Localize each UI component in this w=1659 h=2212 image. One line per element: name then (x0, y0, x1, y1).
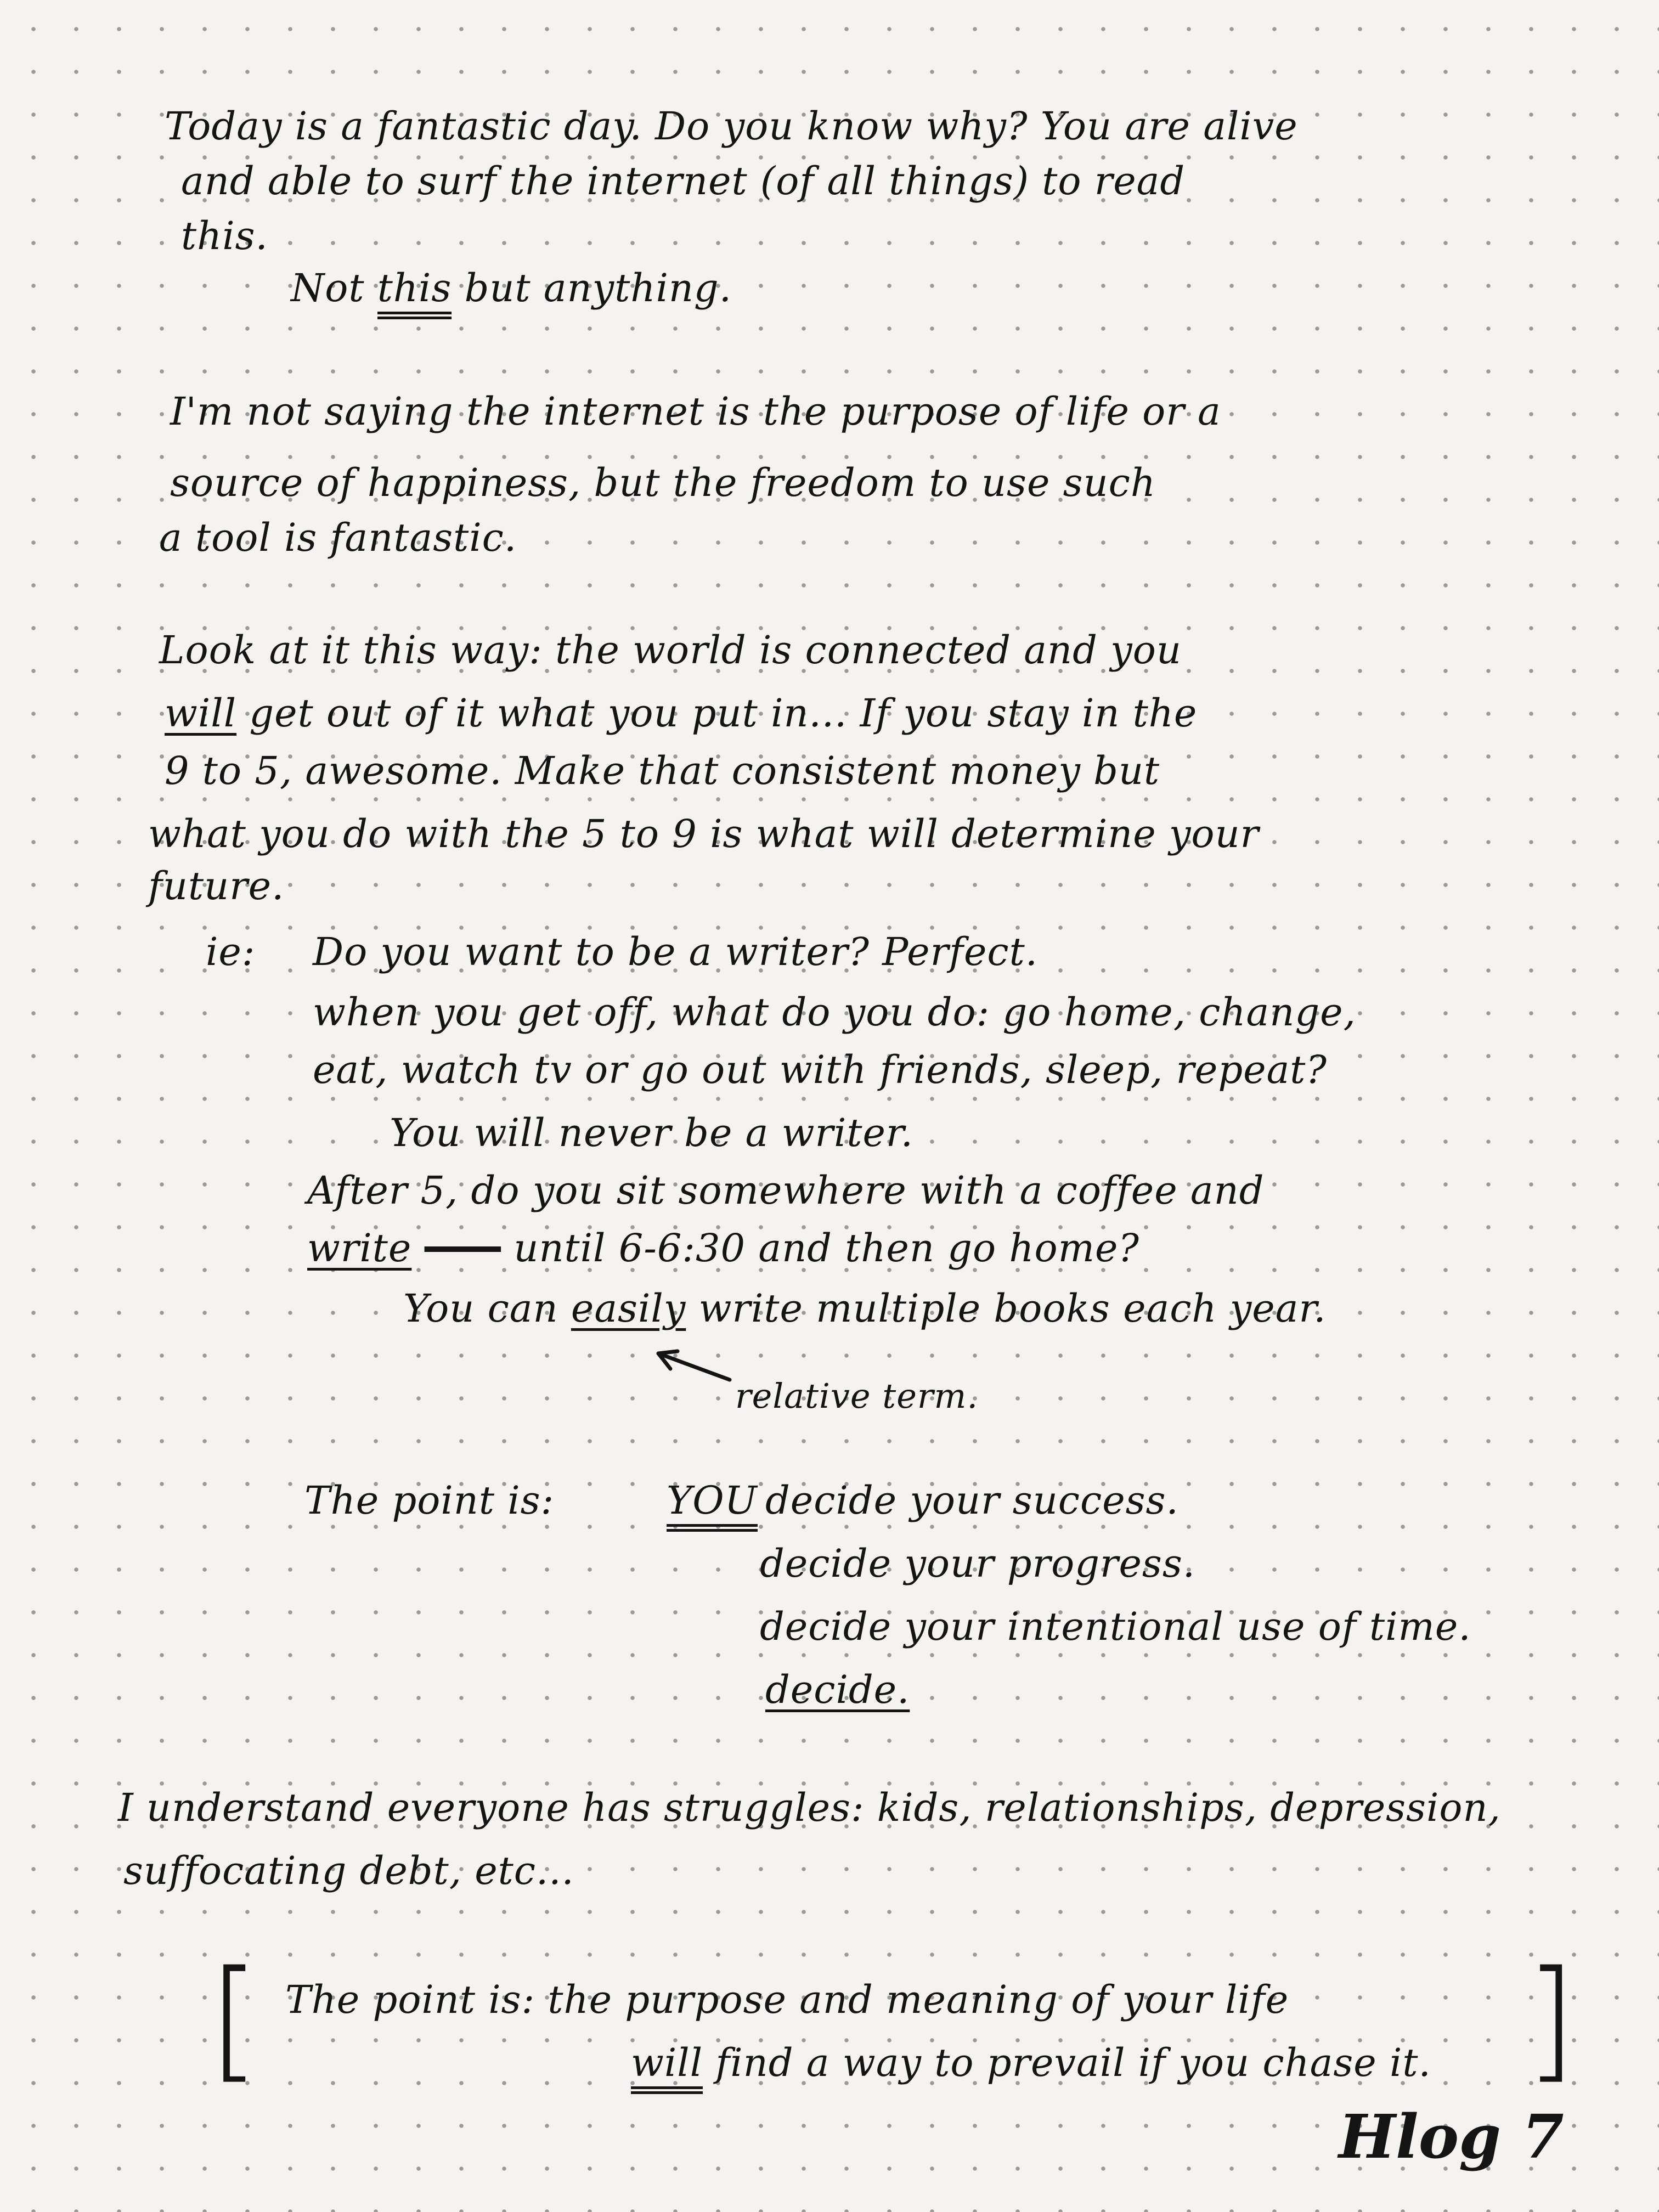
example-line6-underlined-word: write (307, 1226, 412, 1271)
signature: Hlog 7 (1339, 2101, 1564, 2172)
p1-line3: this. (181, 213, 268, 258)
p4-line2: suffocating debt, etc... (123, 1848, 574, 1893)
example-line1: Do you want to be a writer? Perfect. (313, 929, 1038, 974)
point-you (667, 1476, 758, 1525)
example-line7-post: write multiple books each year. (698, 1286, 1327, 1331)
point-you-word: YOU (667, 1478, 758, 1532)
left-bracket-icon: [ (208, 1942, 260, 2096)
p2-line2: source of happiness, but the freedom to use such (170, 460, 1156, 505)
p4-line1: I understand everyone has struggles: kids, relationships, depression, (118, 1785, 1501, 1830)
example-annotation: relative term. (735, 1376, 979, 1416)
p1-line1: Today is a fantastic day. Do you know why? You are alive (165, 104, 1298, 149)
p1-line2: and able to surf the internet (of all things) to read (181, 159, 1186, 204)
p3-line1: Look at it this way: the world is connected and you (159, 628, 1182, 673)
example-line4: You will never be a writer. (390, 1110, 913, 1155)
p1-line4-underlined-word: this (377, 266, 452, 319)
example-line6-post: until 6-6:30 and then go home? (514, 1226, 1139, 1271)
example-line6-crossed-out (425, 1226, 501, 1271)
point-line2: decide your progress. (760, 1541, 1196, 1586)
example-line5: After 5, do you sit somewhere with a coffee and (307, 1168, 1265, 1213)
example-label: ie: (206, 929, 256, 974)
example-line7 (403, 1284, 1327, 1333)
bracketed-line2 (631, 2038, 1431, 2087)
point-lead: The point is: (304, 1478, 555, 1523)
p3-line4: what you do with the 5 to 9 is what will determine your (148, 811, 1260, 856)
p3-line2-underlined-word: will (165, 691, 237, 736)
example-line6 (307, 1223, 1139, 1273)
bracketed-line2-post: find a way to prevail if you chase it. (715, 2040, 1431, 2085)
p3-line3: 9 to 5, awesome. Make that consistent money but (165, 748, 1160, 793)
example-line3: eat, watch tv or go out with friends, sleep, repeat? (313, 1047, 1327, 1092)
bracketed-line1: The point is: the purpose and meaning of your life (285, 1977, 1289, 2022)
example-line2: when you get off, what do you do: go home, change, (313, 990, 1356, 1035)
point-line1: decide your success. (765, 1478, 1179, 1523)
point-line4 (765, 1665, 910, 1714)
p3-line2 (165, 689, 1197, 738)
p1-line4-post: but anything. (464, 266, 732, 311)
point-line3: decide your intentional use of time. (760, 1604, 1471, 1649)
right-bracket-icon: ] (1525, 1942, 1577, 2096)
example-line7-pre: You can (403, 1286, 558, 1331)
p3-line2-post: get out of it what you put in... If you stay in the (249, 691, 1198, 736)
p1-line4-pre: Not (291, 266, 365, 311)
point-line4-underlined-word: decide. (765, 1667, 910, 1712)
arrow-icon (647, 1347, 735, 1391)
p2-line1: I'm not saying the internet is the purpose of life or a (170, 389, 1221, 434)
bracketed-line2-underlined-word: will (631, 2040, 703, 2094)
example-line7-bracketed-word: easily (571, 1286, 686, 1331)
p3-line5: future. (148, 864, 285, 909)
p2-line3: a tool is fantastic. (159, 515, 517, 560)
p1-line4 (291, 263, 732, 313)
